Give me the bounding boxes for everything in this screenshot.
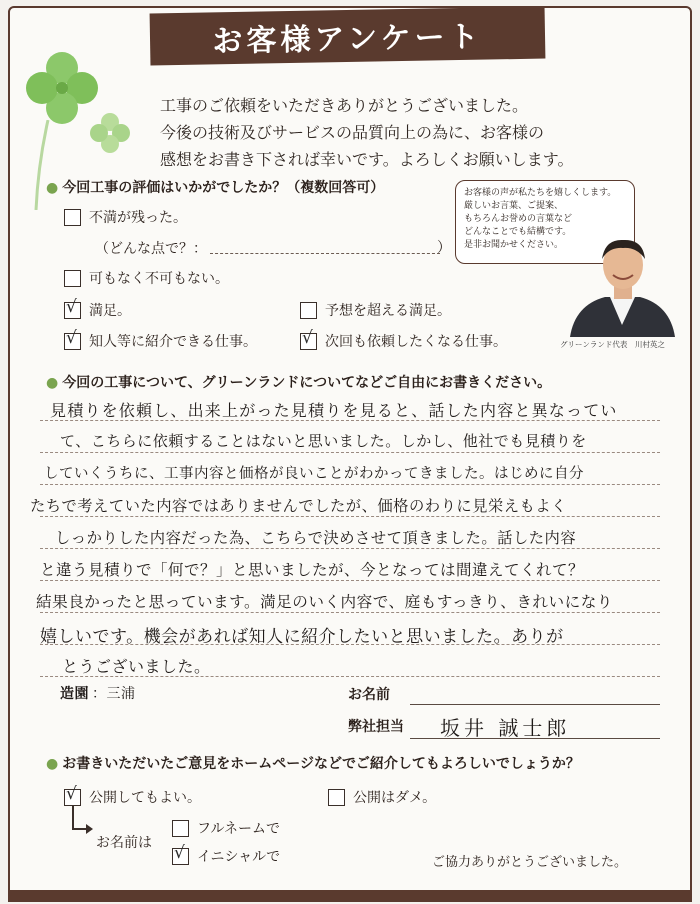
question-3 bbox=[46, 753, 580, 773]
check-icon: √ bbox=[66, 783, 77, 804]
option-label: 可もなく不可もない。 bbox=[89, 271, 229, 287]
check-icon: √ bbox=[174, 842, 185, 863]
staff-value: 坂井 誠士郎 bbox=[440, 716, 571, 740]
check-icon: √ bbox=[66, 327, 77, 348]
thanks-text: ご協力ありがとうございました。 bbox=[432, 855, 628, 870]
question-2-text: 今回の工事について、グリーンランドについてなどご自由にお書きください。 bbox=[62, 375, 552, 391]
intro-line: 感想をお書き下されば幸いです。よろしくお願いします。 bbox=[160, 150, 574, 169]
option-recommendable[interactable] bbox=[64, 327, 257, 351]
clover-small-icon bbox=[87, 110, 133, 156]
bullet-icon: ● bbox=[46, 180, 59, 196]
detail-label: （どんな点で？： bbox=[95, 241, 207, 257]
intro-line: 工事のご依頼をいただきありがとうございました。 bbox=[160, 96, 529, 115]
question-1-text: 今回工事の評価はいかがでしたか？（複数回答可） bbox=[62, 180, 385, 196]
ruled-line bbox=[40, 452, 660, 453]
ruled-line bbox=[40, 548, 660, 549]
option-public-ng[interactable] bbox=[328, 787, 436, 807]
checkbox[interactable] bbox=[172, 820, 189, 837]
staff-label: 弊社担当 bbox=[348, 719, 404, 735]
checkbox[interactable] bbox=[328, 789, 345, 806]
option-label: 公開はダメ。 bbox=[353, 790, 437, 806]
intro-line: 今後の技術及びサービスの品質向上の為に、お客様の bbox=[160, 123, 545, 142]
option-satisfied[interactable] bbox=[64, 296, 131, 320]
name-display-label: お名前は bbox=[96, 835, 152, 851]
bubble-line: もちろんお誉めの言葉など bbox=[464, 214, 573, 224]
ruled-line bbox=[40, 516, 660, 517]
comment-line: 嬉しいです。機会があれば知人に紹介したいと思いました。ありが bbox=[40, 627, 564, 647]
option-label: 次回も依頼したくなる仕事。 bbox=[325, 334, 507, 350]
comment-line: 見積りを依頼し、出来上がった見積りを見ると、話した内容と異なってい bbox=[50, 401, 618, 420]
option-dissatisfied[interactable] bbox=[64, 207, 187, 227]
option-fullname[interactable] bbox=[172, 818, 280, 838]
comment-line: とうございました。 bbox=[62, 657, 211, 676]
checkbox[interactable] bbox=[64, 270, 81, 287]
question-2 bbox=[46, 372, 551, 392]
checkbox[interactable] bbox=[64, 209, 81, 226]
checkbox-checked[interactable] bbox=[64, 327, 81, 350]
checkbox-checked[interactable] bbox=[64, 783, 81, 806]
check-icon: √ bbox=[66, 296, 77, 317]
comment-line: たちで考えていた内容ではありませんでしたが、価格のわりに見栄えもよく bbox=[30, 497, 567, 515]
option-label: 満足。 bbox=[89, 303, 131, 319]
option-request-again[interactable] bbox=[300, 327, 507, 351]
check-icon: √ bbox=[302, 327, 313, 348]
option-label: 公開してもよい。 bbox=[89, 790, 201, 806]
option-label: フルネームで bbox=[197, 821, 281, 837]
arrow-connector bbox=[72, 805, 74, 829]
bullet-icon: ● bbox=[46, 375, 59, 391]
checkbox-checked[interactable] bbox=[172, 842, 189, 865]
bubble-line: 是非お聞かせください。 bbox=[464, 240, 564, 250]
bubble-line: 厳しいお言葉、ご提案、 bbox=[464, 201, 564, 211]
landscaper-value: ：三浦 bbox=[92, 686, 136, 702]
ruled-line bbox=[40, 580, 660, 581]
name-input-line[interactable] bbox=[410, 704, 660, 705]
option-label: イニシャルで bbox=[197, 849, 281, 865]
ruled-line bbox=[40, 484, 660, 485]
comment-line: て、こちらに依頼することはないと思いました。しかし、他社でも見積りを bbox=[60, 432, 587, 450]
comment-line: と違う見積りで「何で？」と思いましたが、今となっては間違えてくれて？ bbox=[40, 561, 585, 579]
landscaper-label: 造園 bbox=[60, 686, 89, 702]
detail-input-line[interactable] bbox=[210, 253, 440, 254]
option-label: 知人等に紹介できる仕事。 bbox=[89, 334, 257, 350]
intro-text bbox=[160, 92, 630, 173]
bullet-icon: ● bbox=[46, 756, 59, 772]
arrow-right-icon bbox=[86, 824, 93, 834]
comment-line: していくうちに、工事内容と価格が良いことがわかってきました。はじめに自分 bbox=[44, 466, 584, 482]
option-beyond-expectation[interactable] bbox=[300, 300, 451, 320]
checkbox-checked[interactable] bbox=[64, 296, 81, 319]
bubble-line: お客様の声が私たちを嬉しくします。 bbox=[464, 188, 617, 198]
name-label: お名前 bbox=[348, 687, 390, 703]
checkbox[interactable] bbox=[300, 302, 317, 319]
option-neutral[interactable] bbox=[64, 268, 229, 288]
page-title: お客様アンケート bbox=[150, 7, 546, 66]
option-public-ok[interactable] bbox=[64, 783, 201, 807]
option-initial[interactable] bbox=[172, 842, 281, 866]
bubble-line: どんなことでも結構です。 bbox=[464, 227, 572, 237]
bottom-band bbox=[8, 890, 692, 902]
comment-line: 結果良かったと思っています。満足のいく内容で、庭もすっきり、きれいになり bbox=[36, 593, 613, 611]
staff-input-line[interactable] bbox=[410, 738, 660, 739]
question-3-text: お書きいただいたご意見をホームページなどでご紹介してもよろしいでしょうか？ bbox=[62, 756, 580, 772]
option-label: 予想を超える満足。 bbox=[325, 303, 451, 319]
option-label: 不満が残った。 bbox=[89, 210, 187, 226]
comment-line: しっかりした内容だった為、こちらで決めさせて頂きました。話した内容 bbox=[55, 529, 577, 547]
representative-photo bbox=[565, 235, 680, 337]
detail-close: ） bbox=[437, 240, 451, 256]
representative-caption: グリーンランド代表 川村英之 bbox=[560, 340, 665, 349]
checkbox-checked[interactable] bbox=[300, 327, 317, 350]
ruled-line bbox=[40, 612, 660, 613]
question-1 bbox=[46, 177, 384, 197]
